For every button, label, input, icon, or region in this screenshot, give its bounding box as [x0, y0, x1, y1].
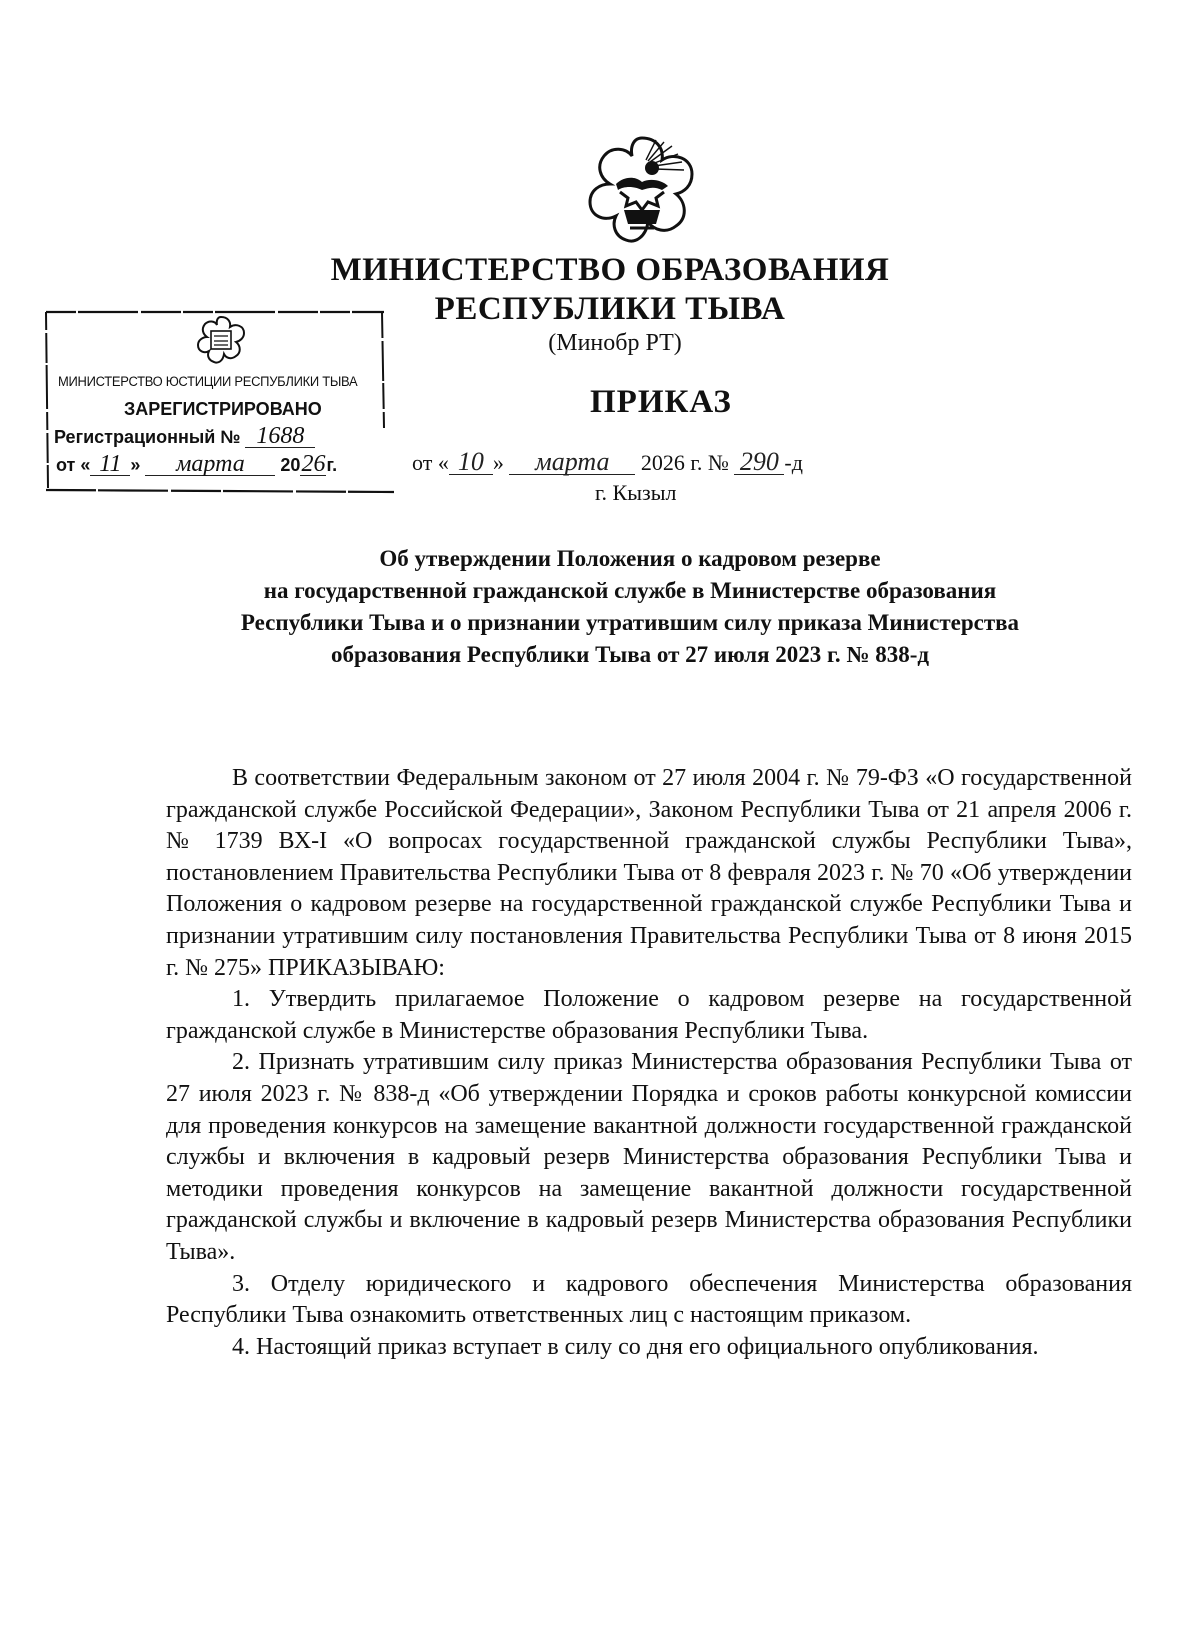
org-short-name: (Минобр РТ)	[548, 330, 682, 356]
ministry-emblem-icon	[580, 132, 704, 248]
subject-line: образования Республики Тыва от 27 июля 2023 г. № 838-д	[330, 642, 930, 667]
stamp-emblem-icon	[194, 314, 248, 366]
subject-line: Республики Тыва и о признании утратившим силу приказа Министерства	[240, 610, 1020, 635]
order-number-handwritten: 290	[734, 450, 784, 475]
stamp-month-handwritten: марта	[145, 453, 275, 476]
order-month-handwritten: марта	[509, 450, 635, 475]
stamp-year-prefix: 20	[280, 455, 301, 475]
order-date-line: от « 10 » марта 2026 г. № 290 -д	[412, 447, 803, 476]
city: г. Кызыл	[595, 480, 677, 505]
body-item-4: 4. Настоящий приказ вступает в силу со дня его официального опубликования.	[232, 1333, 1039, 1360]
order-number-suffix: -д	[784, 450, 803, 475]
stamp-reg-label: Регистрационный №	[54, 427, 241, 447]
org-title-line1: МИНИСТЕРСТВО ОБРАЗОВАНИЯ	[330, 252, 890, 288]
stamp-date-prefix: от «	[56, 455, 91, 475]
stamp-registered-label: ЗАРЕГИСТРИРОВАНО	[124, 399, 322, 419]
body-item-3: 3. Отделу юридического и кадрового обеспечения Министерства образования Республики Тыва ознакомить ответственных лиц с настоящим приказом.	[166, 1270, 1132, 1329]
stamp-registration-date: от « 11 » марта 2026г.	[56, 451, 338, 477]
registration-stamp	[44, 308, 404, 494]
body-item-2: 2. Признать утратившим силу приказ Министерства образования Республики Тыва от 27 июля 2023 г. № 838-д «Об утверждении Порядка и сроков работы конкурсной комиссии для проведения конкурсов на замещение вакантной должности государственной гражданской службы и включения в кадровый резерв Министерства образования Республики Тыва и методики проведения конкурсов на замещение вакантной должности государственной гражданской службы и включение в кадровый резерв Министерства образования Республики Тыва».	[166, 1049, 1132, 1265]
order-year-text: 2026 г. №	[640, 450, 729, 475]
stamp-day-handwritten: 11	[90, 453, 130, 476]
document-body	[166, 763, 1132, 1363]
body-item-1: 1. Утвердить прилагаемое Положение о кадровом резерве на государственной гражданской службе в Министерстве образования Республики Тыва.	[166, 986, 1132, 1044]
org-title-line2: РЕСПУБЛИКИ ТЫВА	[434, 291, 786, 327]
document-type: ПРИКАЗ	[590, 384, 732, 420]
stamp-registration-number	[54, 425, 315, 448]
document-subject	[150, 543, 1110, 671]
stamp-year-handwritten: 26	[301, 451, 326, 477]
stamp-ministry-name: МИНИСТЕРСТВО ЮСТИЦИИ РЕСПУБЛИКИ ТЫВА	[58, 374, 358, 389]
body-preamble: В соответствии Федеральным законом от 27 июля 2004 г. № 79-ФЗ «О государственной гражданской службе Российской Федерации», Законом Республики Тыва от 21 апреля 2006 г. № 1739 ВХ-I «О вопросах государственной гражданской службы Республики Тыва», постановлением Правительства Республики Тыва от 8 февраля 2023 г. № 70 «Об утверждении Положения о кадровом резерве на государственной гражданской службе Республики Тыва и признании утратившим силу постановления Правительства Республики Тыва от 8 июня 2015 г. № 275» ПРИКАЗЫВАЮ:	[166, 765, 1132, 981]
date-prefix: от «	[412, 450, 449, 475]
stamp-year-suffix: г.	[326, 455, 338, 475]
subject-line: на государственной гражданской службе в Министерстве образования	[263, 578, 997, 603]
subject-line: Об утверждении Положения о кадровом резерве	[379, 546, 881, 571]
stamp-reg-number-handwritten: 1688	[245, 425, 315, 448]
order-day-handwritten: 10	[449, 450, 493, 475]
